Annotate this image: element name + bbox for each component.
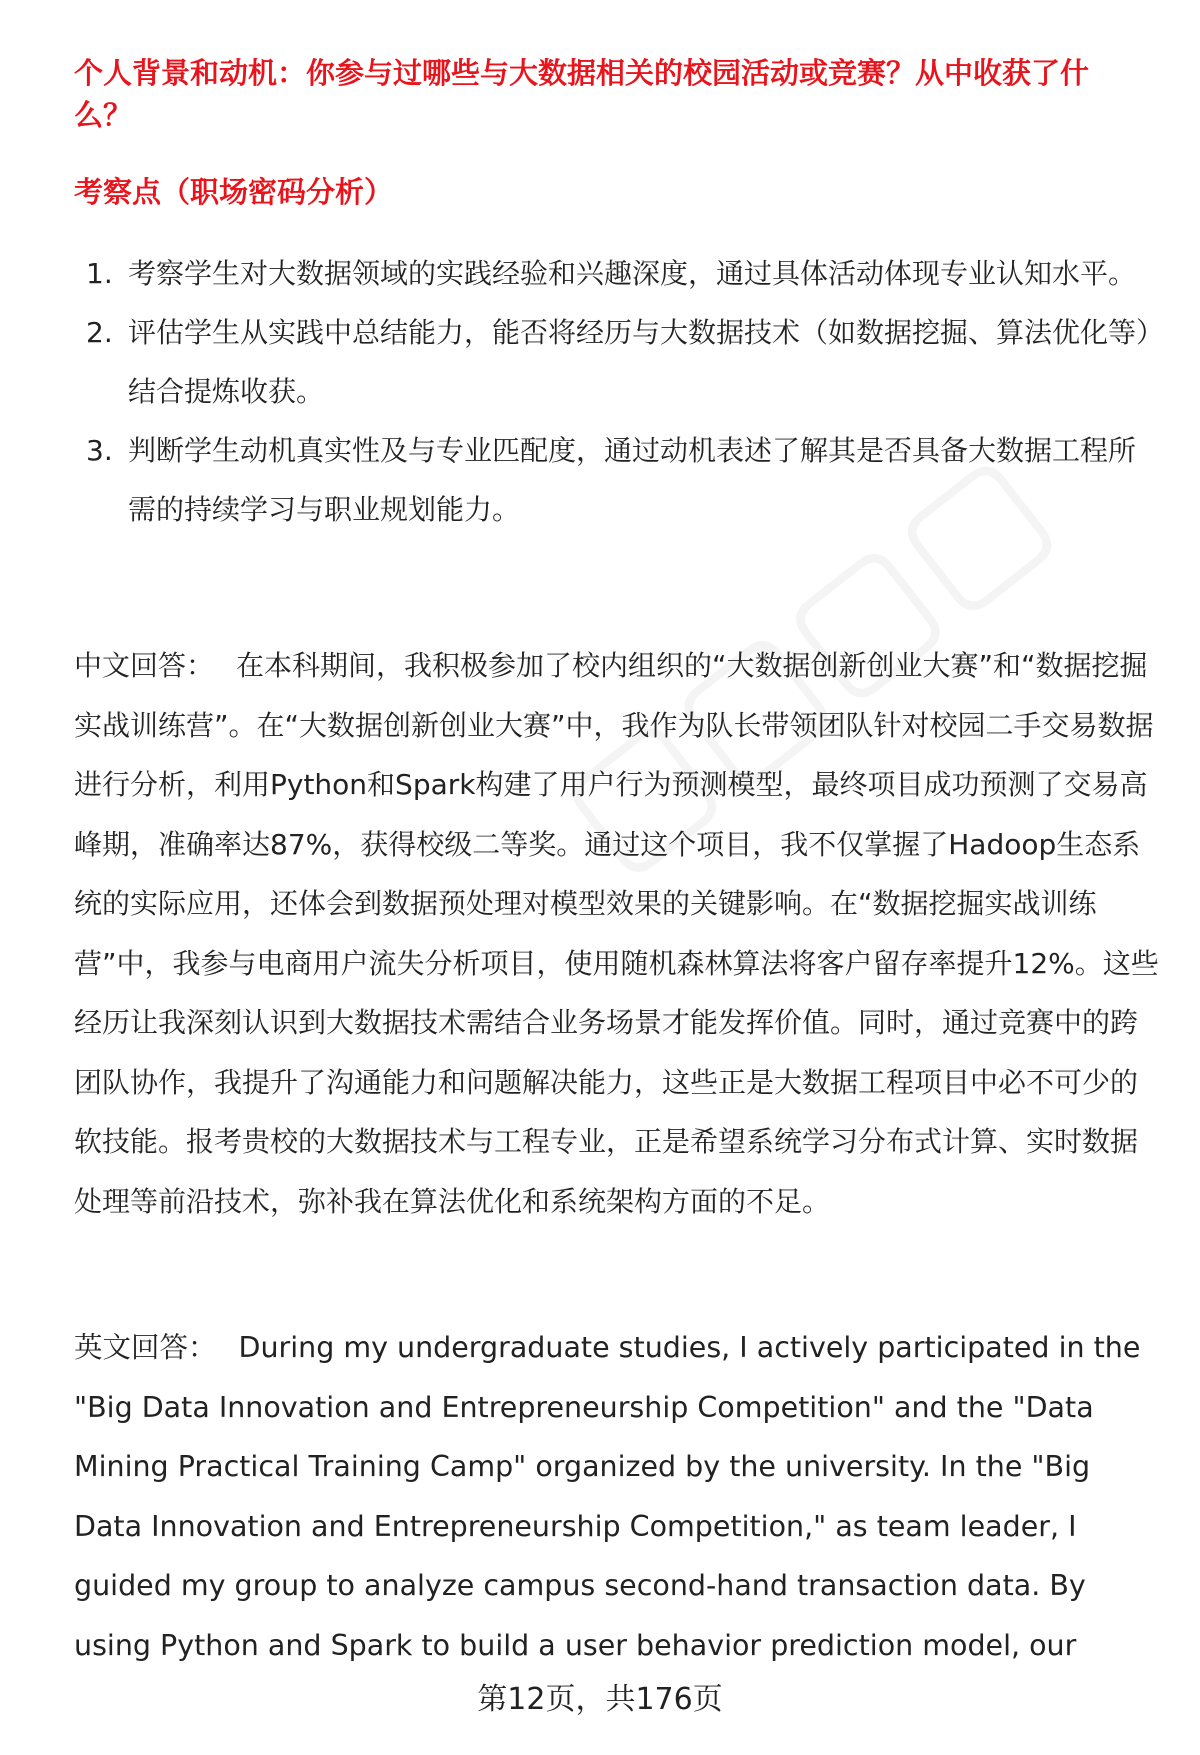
chinese-answer-text: 在本科期间，我积极参加了校内组织的“大数据创新创业大赛”和“数据挖掘实战训练营”。在“大数据创新创业大赛”中，我作为队长带领团队针对校园二手交易数据进行分析，利用Python和Spark构建了用户行为预测模型，最终项目成功预测了交易高峰期，准确率达87%，获得校级二等奖。通过这个项目，我不仅掌握了Hadoop生态系统的实际应用，还体会到数据预处理对模型效果的关键影响。在“数据挖掘实战训练营”中，我参与电商用户流失分析项目，使用随机森林算法将客户留存率提升12%。这些经历让我深刻认识到大数据技术需结合业务场景才能发挥价值。同时，通过竞赛中的跨团队协作，我提升了沟通能力和问题解决能力，这些正是大数据工程项目中必不可少的软技能。报考贵校的大数据技术与工程专业，正是希望系统学习分布式计算、实时数据处理等前沿技术，弥补我在算法优化和系统架构方面的不足。 — [74, 649, 1159, 1218]
list-item-text: 考察学生对大数据领域的实践经验和兴趣深度，通过具体活动体现专业认知水平。 — [128, 257, 1137, 290]
list-item-text: 评估学生从实践中总结能力，能否将经历与大数据技术（如数据挖掘、算法优化等）结合提炼收获。 — [128, 316, 1151, 408]
english-answer-paragraph — [74, 1318, 1154, 1675]
list-item-text: 判断学生动机真实性及与专业匹配度，通过动机表述了解其是否具备大数据工程所需的持续学习与职业规划能力。 — [128, 434, 1137, 526]
chinese-answer-paragraph — [74, 636, 1160, 1231]
section-title: 考察点（职场密码分析） — [74, 175, 394, 209]
list-item — [74, 303, 1154, 421]
list-item-number: 1. — [86, 257, 113, 290]
english-answer-text: During my undergraduate studies, I actively participated in the "Big Data Innovation and Entrepreneurship Competition" and the "Data Mining Practical Training Camp" organized by the university. In the "Big Data Innovation and Entrepreneurship Competition," as team leader, I guided my group to analyze campus second-hand transaction data. By using Python and Spark to build a user behavior prediction model, our — [74, 1331, 1141, 1662]
question-heading: 个人背景和动机：你参与过哪些与大数据相关的校园活动或竞赛？从中收获了什么？ — [74, 56, 1090, 132]
list-item-number: 3. — [86, 434, 113, 467]
list-item — [74, 244, 1154, 303]
english-answer-label: 英文回答： — [74, 1331, 217, 1364]
list-item — [74, 421, 1154, 539]
list-item-number: 2. — [86, 316, 113, 349]
chinese-answer-label: 中文回答： — [74, 649, 215, 682]
page-number-footer: 第12页，共176页 — [477, 1682, 723, 1717]
assessment-points-list — [74, 244, 1154, 539]
